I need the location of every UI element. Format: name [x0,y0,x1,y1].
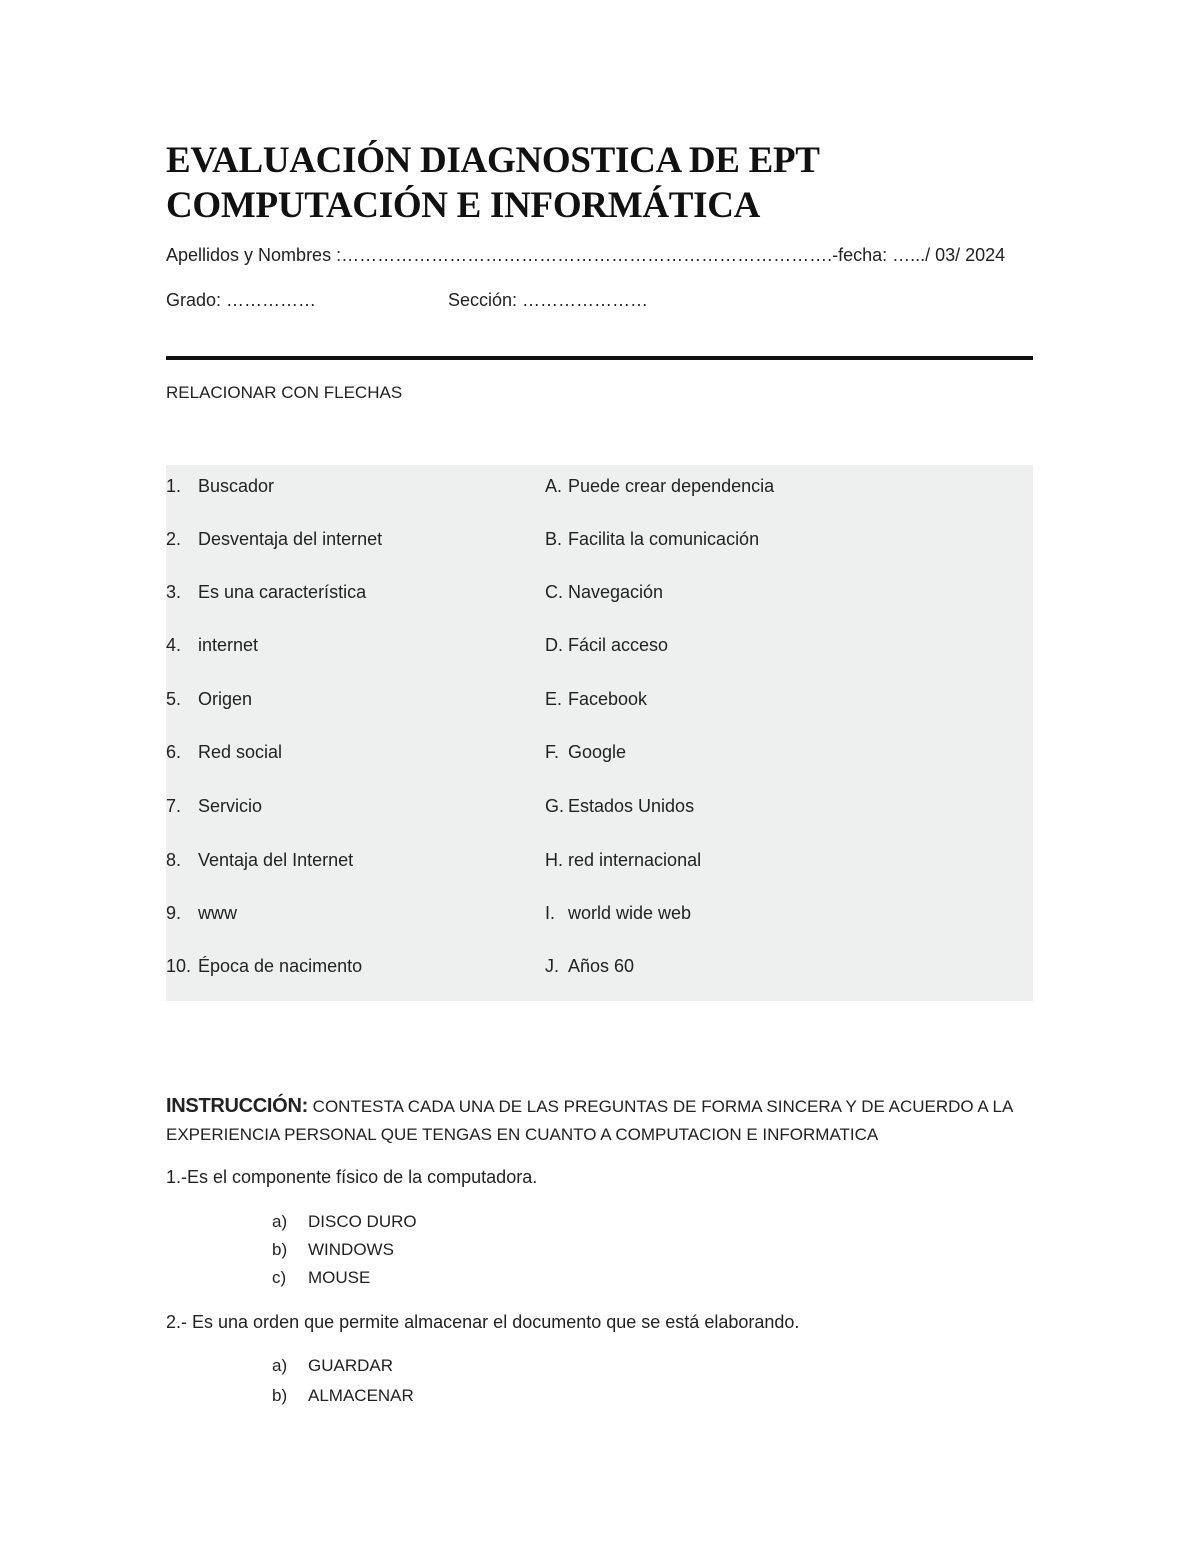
option-text: DISCO DURO [308,1212,417,1231]
row-letter: I. [545,903,556,923]
document-title [166,138,1066,228]
row-definition: world wide web [568,903,692,923]
matching-row [166,742,1033,772]
row-term: Época de nacimento [198,956,363,976]
matching-row [166,689,1033,719]
row-term: Origen [198,689,253,709]
row-term: Buscador [198,476,275,496]
row-definition: Fácil acceso [568,635,669,655]
row-definition: Navegación [568,582,664,602]
answer-option [272,1386,414,1406]
option-text: ALMACENAR [308,1386,414,1405]
matching-row [166,796,1033,826]
section-field: Sección: ………………… [448,290,649,310]
matching-row [166,582,1033,612]
matching-row [166,903,1033,933]
answer-option [272,1356,393,1376]
row-letter: B. [545,529,563,549]
matching-row [166,956,1033,986]
row-definition: Facilita la comunicación [568,529,760,549]
row-number: 2. [166,529,182,549]
question-1: 1.-Es el componente físico de la computadora. [166,1167,538,1187]
instruction-lead: INSTRUCCIÓN: [166,1095,308,1117]
question-2: 2.- Es una orden que permite almacenar el documento que se está elaborando. [166,1312,800,1332]
answer-option [272,1212,417,1232]
option-label: c) [272,1268,287,1287]
option-label: b) [272,1240,288,1259]
title-line-2: COMPUTACIÓN E INFORMÁTICA [166,185,761,226]
row-letter: D. [545,635,563,655]
row-definition: Años 60 [568,956,635,976]
name-date-field: Apellidos y Nombres :……………………………………………………………………….-fecha: ….../ 03/ 2024 [166,245,1006,265]
option-text: GUARDAR [308,1356,394,1375]
row-definition: Estados Unidos [568,796,695,816]
row-term: Es una característica [198,582,367,602]
row-letter: J. [545,956,560,976]
row-term: www [198,903,237,923]
row-number: 7. [166,796,182,816]
matching-row [166,529,1033,559]
instruction-text: CONTESTA CADA UNA DE LAS PREGUNTAS DE FORMA SINCERA Y DE ACUERDO A LA EXPERIENCIA PERSONAL QUE TENGAS EN CUANTO A COMPUTACION E INFORMATICA [166,1097,1013,1144]
row-number: 8. [166,850,182,870]
row-definition: Google [568,742,627,762]
row-number: 5. [166,689,182,709]
row-number: 3. [166,582,182,602]
option-text: WINDOWS [308,1240,394,1259]
matching-row [166,850,1033,880]
row-number: 6. [166,742,182,762]
option-label: b) [272,1386,288,1405]
row-number: 4. [166,635,182,655]
row-term: internet [198,635,259,655]
row-term: Servicio [198,796,263,816]
row-definition: Puede crear dependencia [568,476,775,496]
horizontal-rule [166,356,1033,360]
row-term: Ventaja del Internet [198,850,354,870]
answer-option [272,1240,394,1260]
answer-option [272,1268,370,1288]
option-label: a) [272,1212,288,1231]
instruction-paragraph [166,1092,1036,1149]
row-letter: A. [545,476,563,496]
row-term: Desventaja del internet [198,529,383,549]
row-number: 1. [166,476,182,496]
row-letter: C. [545,582,563,602]
option-label: a) [272,1356,288,1375]
row-number: 9. [166,903,182,923]
option-text: MOUSE [308,1268,371,1287]
matching-table [166,465,1033,1001]
row-letter: G. [545,796,565,816]
matching-row [166,476,1033,506]
row-letter: H. [545,850,563,870]
matching-heading: RELACIONAR CON FLECHAS [166,383,403,402]
grade-field: Grado: …………… [166,290,317,310]
row-letter: E. [545,689,563,709]
row-definition: Facebook [568,689,648,709]
row-number: 10. [166,956,192,976]
row-definition: red internacional [568,850,702,870]
title-line-1: EVALUACIÓN DIAGNOSTICA DE EPT [166,140,820,181]
row-letter: F. [545,742,560,762]
row-term: Red social [198,742,283,762]
matching-row [166,635,1033,665]
